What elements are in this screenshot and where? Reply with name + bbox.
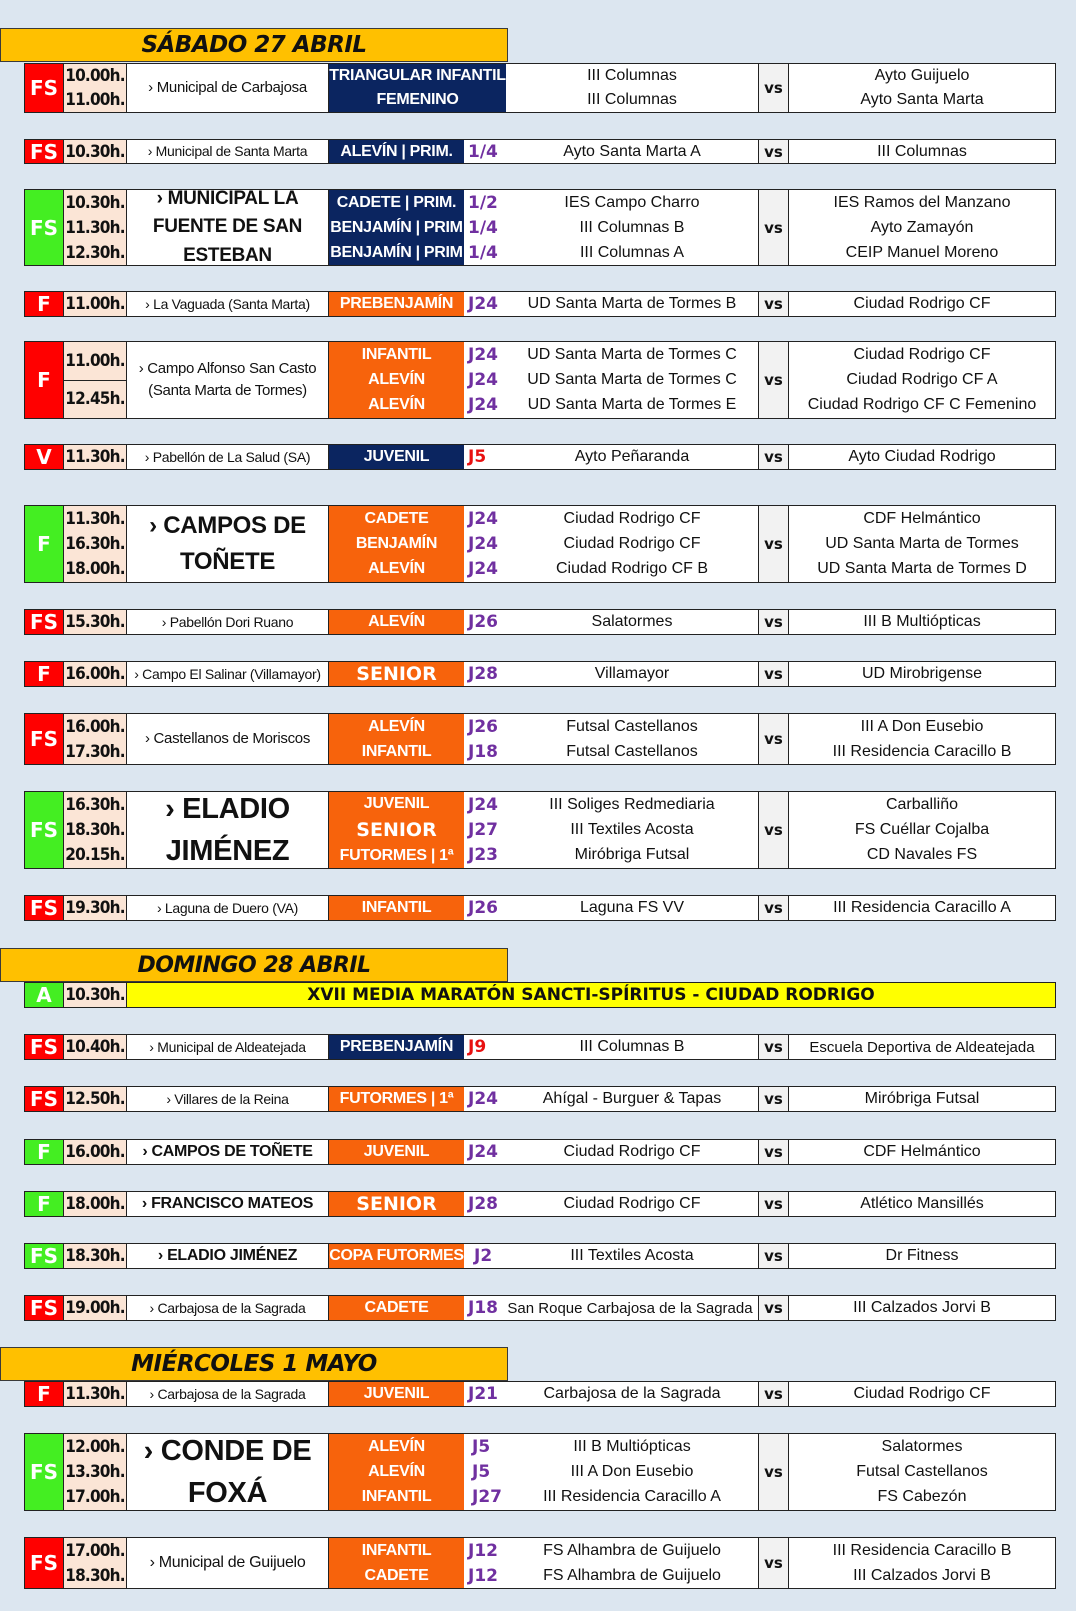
home-teams: UD Santa Marta de Tormes C UD Santa Marta de Tormes C UD Santa Marta de Tormes E xyxy=(506,342,759,418)
vs-label: vs xyxy=(759,1244,789,1268)
venue: › Campo Alfonso San Casto (Santa Marta de Tormes) xyxy=(127,342,329,418)
away-teams: Carballiño FS Cuéllar Cojalba CD Navales FS xyxy=(854,795,990,864)
match-times: 11.30h. 16.30h. 18.00h. xyxy=(64,506,127,582)
match-times: 11.00h. xyxy=(64,292,127,316)
venue: › Pabellón Dori Ruano xyxy=(127,610,329,634)
match-times: 11.30h. xyxy=(64,1382,127,1406)
category: JUVENIL xyxy=(329,1140,464,1164)
match-times: 10.30h. 11.30h. 12.30h. xyxy=(64,190,127,265)
home-teams: Ayto Peñaranda xyxy=(506,445,759,469)
venue: › Laguna de Duero (VA) xyxy=(127,896,329,920)
category: CADETE xyxy=(329,1296,464,1320)
sport-badge: F xyxy=(25,292,64,316)
round: J26 xyxy=(468,612,498,632)
match-times: 11.00h. 12.45h. xyxy=(64,342,127,418)
category: FUTORMES | 1ª xyxy=(329,1087,464,1111)
round: J24 xyxy=(468,294,498,314)
match-row xyxy=(24,444,1056,470)
home-teams: Ayto Santa Marta A xyxy=(506,140,759,163)
category: INFANTIL ALEVÍN ALEVÍN xyxy=(329,342,464,418)
sport-badge: FS xyxy=(25,792,64,868)
vs-label: vs xyxy=(759,1382,789,1406)
away-teams: Atlético Mansillés xyxy=(860,1195,984,1212)
vs-label: vs xyxy=(759,714,789,764)
home-teams: III B Multiópticas III A Don Eusebio III Residencia Caracillo A xyxy=(506,1434,759,1510)
sport-badge: FS xyxy=(25,1434,64,1510)
match-row xyxy=(24,1034,1056,1060)
category: INFANTIL xyxy=(329,896,464,920)
match-row xyxy=(24,609,1056,635)
away-teams: Dr Fitness xyxy=(885,1247,959,1264)
round: J24 J24 J24 xyxy=(468,508,498,580)
home-teams: San Roque Carbajosa de la Sagrada xyxy=(502,1296,759,1320)
round: 1/2 1/4 1/4 xyxy=(468,192,498,263)
away-teams: Ciudad Rodrigo CF xyxy=(853,1385,991,1402)
category: SENIOR xyxy=(329,1192,464,1216)
away-teams: III A Don Eusebio III Residencia Caracillo B xyxy=(832,717,1012,760)
round: J24 J24 J24 xyxy=(468,344,498,416)
round: J9 xyxy=(468,1037,487,1057)
sport-badge: F xyxy=(25,1192,64,1216)
match-row xyxy=(24,791,1056,869)
venue: › Castellanos de Moriscos xyxy=(127,714,329,764)
away-teams: Salatormes Futsal Castellanos FS Cabezón xyxy=(856,1437,988,1506)
match-row xyxy=(24,713,1056,765)
round: J24 J27 J23 xyxy=(468,794,498,866)
vs-label: vs xyxy=(759,1087,789,1111)
match-times: 12.50h. xyxy=(64,1087,127,1111)
home-teams: Ciudad Rodrigo CF xyxy=(506,1192,759,1216)
home-teams: Villamayor xyxy=(506,662,759,686)
home-teams: FS Alhambra de Guijuelo FS Alhambra de Guijuelo xyxy=(506,1538,759,1588)
away-teams: III Residencia Caracillo A xyxy=(833,899,1011,916)
match-times: 19.30h. xyxy=(64,896,127,920)
category: JUVENIL xyxy=(329,445,464,469)
match-row xyxy=(24,139,1056,164)
vs-label: vs xyxy=(759,506,789,582)
match-row xyxy=(24,1191,1056,1217)
category: ALEVÍN INFANTIL xyxy=(329,714,464,764)
match-times: 16.30h. 18.30h. 20.15h. xyxy=(64,792,127,868)
match-times: 10.00h. 11.00h. xyxy=(64,64,127,112)
venue: › Villares de la Reina xyxy=(127,1087,329,1111)
round: J5 xyxy=(468,447,487,467)
match-row xyxy=(24,505,1056,583)
vs-label: vs xyxy=(759,662,789,686)
match-times: 11.30h. xyxy=(64,445,127,469)
category: INFANTIL CADETE xyxy=(329,1538,464,1588)
sport-badge: F xyxy=(25,342,64,418)
round: J24 xyxy=(468,1089,498,1109)
event-row xyxy=(24,982,1056,1008)
home-teams: Futsal Castellanos Futsal Castellanos xyxy=(506,714,759,764)
match-times: 10.40h. xyxy=(64,1035,127,1059)
away-teams: Ayto Ciudad Rodrigo xyxy=(848,448,996,465)
venue: › Carbajosa de la Sagrada xyxy=(127,1296,329,1320)
round: J26 xyxy=(468,898,498,918)
sport-badge: FS xyxy=(25,714,64,764)
sport-badge: FS xyxy=(25,1538,64,1588)
home-teams: Ahígal - Burguer & Tapas xyxy=(506,1087,759,1111)
home-teams: III Columnas III Columnas xyxy=(506,64,759,112)
match-times: 16.00h. xyxy=(64,662,127,686)
home-teams: III Soliges Redmediaria III Textiles Acosta Miróbriga Futsal xyxy=(506,792,759,868)
vs-label: vs xyxy=(759,896,789,920)
category: CADETE | PRIM. BENJAMÍN | PRIM BENJAMÍN | PRIM xyxy=(329,190,464,265)
category: PREBENJAMÍN xyxy=(329,1035,464,1059)
match-times: 16.00h. 17.30h. xyxy=(64,714,127,764)
match-row xyxy=(24,1243,1056,1269)
venue: › CONDE DE FOXÁ xyxy=(127,1434,329,1510)
away-teams: IES Ramos del Manzano Ayto Zamayón CEIP Manuel Moreno xyxy=(833,193,1011,261)
vs-label: vs xyxy=(759,792,789,868)
match-row xyxy=(24,341,1056,419)
vs-label: vs xyxy=(759,1434,789,1510)
venue: › La Vaguada (Santa Marta) xyxy=(127,292,329,316)
sport-badge: F xyxy=(25,1140,64,1164)
away-teams: Escuela Deportiva de Aldeatejada xyxy=(809,1038,1035,1056)
category: JUVENIL xyxy=(329,1382,464,1406)
sport-badge: FS xyxy=(25,1244,64,1268)
home-teams: Ciudad Rodrigo CF xyxy=(506,1140,759,1164)
away-teams: Miróbriga Futsal xyxy=(864,1090,980,1107)
round: J21 xyxy=(468,1384,498,1404)
venue: › ELADIO JIMÉNEZ xyxy=(127,792,329,868)
sport-badge: FS xyxy=(25,1296,64,1320)
away-teams: III Residencia Caracillo B III Calzados Jorvi B xyxy=(832,1541,1012,1584)
sport-badge: F xyxy=(25,662,64,686)
vs-label: vs xyxy=(759,64,789,112)
venue: › Carbajosa de la Sagrada xyxy=(127,1382,329,1406)
category: PREBENJAMÍN xyxy=(329,292,464,316)
round: J28 xyxy=(468,664,498,684)
round: J5 J5 J27 xyxy=(472,1436,502,1508)
home-teams: Ciudad Rodrigo CF Ciudad Rodrigo CF Ciudad Rodrigo CF B xyxy=(506,506,759,582)
vs-label: vs xyxy=(759,190,789,265)
match-times: 18.00h. xyxy=(64,1192,127,1216)
sport-badge: F xyxy=(25,1382,64,1406)
home-teams: III Columnas B xyxy=(506,1035,759,1059)
sport-badge: FS xyxy=(25,140,64,163)
away-teams: III B Multiópticas xyxy=(863,613,981,630)
match-times: 18.30h. xyxy=(64,1244,127,1268)
match-row xyxy=(24,1139,1056,1165)
home-teams: Laguna FS VV xyxy=(506,896,759,920)
away-teams: Ciudad Rodrigo CF xyxy=(853,295,991,312)
round: J28 xyxy=(468,1194,498,1214)
home-teams: Salatormes xyxy=(506,610,759,634)
venue: › Municipal de Santa Marta xyxy=(127,140,329,163)
round: J12 J12 xyxy=(468,1540,498,1586)
vs-label: vs xyxy=(759,610,789,634)
sport-badge: FS xyxy=(25,190,64,265)
venue: › Municipal de Guijuelo xyxy=(127,1538,329,1588)
match-row xyxy=(24,291,1056,317)
day-header-saturday: SÁBADO 27 ABRIL xyxy=(0,28,508,62)
match-row xyxy=(24,1086,1056,1112)
match-times: 10.30h. xyxy=(64,140,127,163)
match-row xyxy=(24,63,1056,113)
sport-badge: F xyxy=(25,506,64,582)
vs-label: vs xyxy=(759,1296,789,1320)
round: J26 J18 xyxy=(468,716,498,762)
day-header-wednesday: MIÉRCOLES 1 MAYO xyxy=(0,1347,508,1381)
venue: › MUNICIPAL LA FUENTE DE SAN ESTEBAN xyxy=(127,190,329,265)
match-row xyxy=(24,1433,1056,1511)
match-times: 17.00h. 18.30h. xyxy=(64,1538,127,1588)
sport-badge: FS xyxy=(25,896,64,920)
sport-badge: FS xyxy=(25,1035,64,1059)
category: TRIANGULAR INFANTIL FEMENINO xyxy=(329,64,506,112)
vs-label: vs xyxy=(759,342,789,418)
round: J18 xyxy=(468,1298,498,1318)
venue: › Municipal de Carbajosa xyxy=(127,64,329,112)
round: 1/4 xyxy=(468,141,498,162)
sport-badge: FS xyxy=(25,610,64,634)
category: COPA FUTORMES xyxy=(329,1244,464,1268)
away-teams: III Columnas xyxy=(877,142,967,160)
home-teams: IES Campo Charro III Columnas B III Columnas A xyxy=(506,190,759,265)
vs-label: vs xyxy=(759,292,789,316)
vs-label: vs xyxy=(759,140,789,163)
away-teams: CDF Helmántico UD Santa Marta de Tormes UD Santa Marta de Tormes D xyxy=(817,509,1027,578)
category: JUVENIL SENIOR FUTORMES | 1ª xyxy=(329,792,464,868)
venue: › Pabellón de La Salud (SA) xyxy=(127,445,329,469)
vs-label: vs xyxy=(759,1192,789,1216)
sport-badge: FS xyxy=(25,64,64,112)
vs-label: vs xyxy=(759,1140,789,1164)
away-teams: CDF Helmántico xyxy=(863,1143,981,1160)
away-teams: Ciudad Rodrigo CF Ciudad Rodrigo CF A Ciudad Rodrigo CF C Femenino xyxy=(807,345,1037,414)
match-row xyxy=(24,1295,1056,1321)
round: J24 xyxy=(468,1142,498,1162)
match-row xyxy=(24,1537,1056,1589)
home-teams: UD Santa Marta de Tormes B xyxy=(506,292,759,316)
home-teams: III Textiles Acosta xyxy=(506,1244,759,1268)
event-title: XVII MEDIA MARATÓN SANCTI-SPÍRITUS - CIUDAD RODRIGO xyxy=(127,983,1055,1007)
match-times: 16.00h. xyxy=(64,1140,127,1164)
venue: › CAMPOS DE TOÑETE xyxy=(127,506,329,582)
venue: › FRANCISCO MATEOS xyxy=(127,1192,329,1216)
category: ALEVÍN | PRIM. xyxy=(329,140,464,163)
match-row xyxy=(24,895,1056,921)
category: ALEVÍN ALEVÍN INFANTIL xyxy=(329,1434,464,1510)
venue: › Municipal de Aldeatejada xyxy=(127,1035,329,1059)
away-teams: Ayto Guijuelo Ayto Santa Marta xyxy=(860,67,984,108)
match-row xyxy=(24,1381,1056,1407)
round: J2 xyxy=(474,1246,493,1266)
sport-badge: A xyxy=(25,983,64,1007)
home-teams: Carbajosa de la Sagrada xyxy=(506,1382,759,1406)
event-time: 10.30h. xyxy=(64,983,127,1007)
match-times: 12.00h. 13.30h. 17.00h. xyxy=(64,1434,127,1510)
category: ALEVÍN xyxy=(329,610,464,634)
match-row xyxy=(24,189,1056,266)
match-times: 19.00h. xyxy=(64,1296,127,1320)
vs-label: vs xyxy=(759,1035,789,1059)
away-teams: UD Mirobrigense xyxy=(861,665,983,682)
sport-badge: FS xyxy=(25,1087,64,1111)
category: SENIOR xyxy=(329,662,464,686)
venue: › Campo El Salinar (Villamayor) xyxy=(127,662,329,686)
vs-label: vs xyxy=(759,445,789,469)
match-times: 15.30h. xyxy=(64,610,127,634)
day-header-sunday: DOMINGO 28 ABRIL xyxy=(0,948,508,982)
vs-label: vs xyxy=(759,1538,789,1588)
venue: › CAMPOS DE TOÑETE xyxy=(127,1140,329,1164)
sport-badge: V xyxy=(25,445,64,469)
category: CADETE BENJAMÍN ALEVÍN xyxy=(329,506,464,582)
away-teams: III Calzados Jorvi B xyxy=(853,1299,991,1316)
venue: › ELADIO JIMÉNEZ xyxy=(127,1244,329,1268)
match-row xyxy=(24,661,1056,687)
